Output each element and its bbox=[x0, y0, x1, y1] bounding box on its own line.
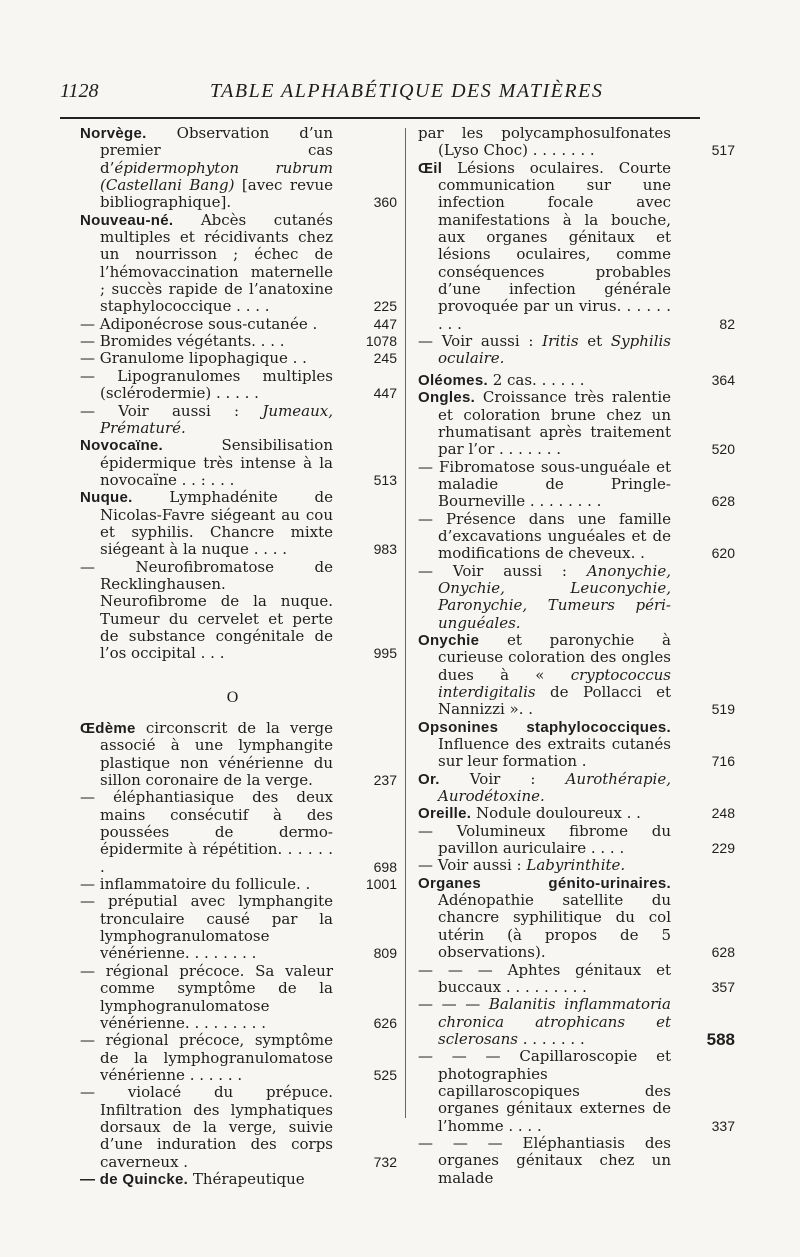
index-entry: — de Quincke. Thérapeutique bbox=[80, 1169, 305, 1188]
index-entry: Opsonines staphylococciques. Influence des extraits cutanés sur leur formation . 716 bbox=[418, 718, 735, 771]
right-column bbox=[418, 124, 735, 1187]
running-title: TABLE ALPHABÉTIQUE DES MATIÈRES bbox=[210, 80, 604, 102]
index-entry: — — — Balanitis inflammatoria chronica atrophicans et sclerosans . . . . . . . 588 bbox=[418, 995, 735, 1049]
index-entry: — inflammatoire du follicule. . 1001 bbox=[80, 875, 397, 894]
page-ref: 620 bbox=[711, 545, 735, 562]
page-ref: 698 bbox=[373, 858, 397, 875]
page-ref: 995 bbox=[373, 645, 397, 662]
page-ref: 513 bbox=[373, 471, 397, 488]
page-ref: 519 bbox=[711, 701, 735, 718]
left-column bbox=[80, 124, 397, 1188]
page-ref: 628 bbox=[711, 493, 735, 510]
index-entry: — Adiponécrose sous-cutanée . 447 bbox=[80, 314, 397, 333]
index-entry: Œdème circonscrit de la verge associé à une lymphangite plastique non vénérienne du sillon coronaire de la verge. 237 bbox=[80, 719, 397, 790]
index-entry: Œil Lésions oculaires. Courte communication sur une infection focale avec manifestations à la bouche, aux organes génitaux et lésions oculaires, comme conséquences probables d’une infection générale provoquée par un virus. . . . . . . . . 82 bbox=[418, 158, 735, 333]
column-divider bbox=[405, 128, 406, 1118]
page-ref: 588 bbox=[706, 1029, 735, 1049]
page-ref: 525 bbox=[373, 1066, 397, 1083]
page-ref: 229 bbox=[711, 840, 735, 857]
index-entry: — Fibromatose sous-unguéale et maladie de Pringle-Bourneville . . . . . . . . 628 bbox=[418, 457, 735, 511]
index-entry: Norvège. Observation d’un premier cas d’épidermophyton rubrum (Castellani Bang) [avec revue bibliographique]. 360 bbox=[80, 124, 397, 212]
index-entry: — Voir aussi : Labyrinthite. bbox=[418, 856, 626, 875]
page-ref: 245 bbox=[373, 350, 397, 367]
page-ref: 517 bbox=[711, 142, 735, 159]
index-entry: — Présence dans une famille d’excavations unguéales et de modifications de cheveux. . 620 bbox=[418, 509, 735, 563]
page-ref: 237 bbox=[373, 772, 397, 789]
page-ref: 626 bbox=[373, 1014, 397, 1031]
section-letter: O bbox=[226, 688, 239, 706]
index-entry: Nuque. Lymphadénite de Nicolas-Favre siégeant au cou et syphilis. Chancre mixte siégeant à la nuque . . . . 983 bbox=[80, 488, 397, 559]
page-ref: 82 bbox=[719, 315, 735, 332]
index-entry: — préputial avec lymphangite tronculaire causé par la lymphogranulomatose vénérienne. . . . . . . . 809 bbox=[80, 892, 397, 963]
page-ref: 447 bbox=[373, 385, 397, 402]
index-entry: — — — Capillaroscopie et photographies capillaroscopiques des organes génitaux externes de l’homme . . . . 337 bbox=[418, 1047, 735, 1135]
page-ref: 809 bbox=[373, 945, 397, 962]
index-entry: — violacé du prépuce. Infiltration des lymphatiques dorsaux de la verge, suivie d’une induration des corps caverneux . 732 bbox=[80, 1083, 397, 1171]
index-entry: — Lipogranulomes multiples (sclérodermie) . . . . . 447 bbox=[80, 366, 397, 403]
page-ref: 983 bbox=[373, 541, 397, 558]
index-entry: — éléphantiasique des deux mains consécutif à des poussées de dermo-épidermite à répétition. . . . . . . 698 bbox=[80, 788, 397, 876]
page-ref: 447 bbox=[373, 315, 397, 332]
page-ref: 360 bbox=[373, 194, 397, 211]
page-ref: 520 bbox=[711, 441, 735, 458]
index-entry: — Bromides végétants. . . . 1078 bbox=[80, 332, 397, 351]
page-ref: 364 bbox=[711, 371, 735, 388]
index-entry: — régional précoce. Sa valeur comme symptôme de la lymphogranulomatose vénérienne. . . . . . . . . 626 bbox=[80, 961, 397, 1032]
index-entry: — Volumineux fibrome du pavillon auriculaire . . . . 229 bbox=[418, 821, 735, 858]
index-entry: — Voir aussi : Iritis et Syphilis oculaire. bbox=[418, 332, 671, 368]
index-entry: Novocaïne. Sensibilisation épidermique très intense à la novocaïne . . : . . . 513 bbox=[80, 436, 397, 489]
index-entry: — régional précoce, symptôme de la lymphogranulomatose vénérienne . . . . . . 525 bbox=[80, 1031, 397, 1084]
index-entry: — — — Aphtes génitaux et buccaux . . . . . . . . . 357 bbox=[418, 960, 735, 996]
index-entry: — Granulome lipophagique . . 245 bbox=[80, 349, 397, 368]
page-ref: 1001 bbox=[365, 876, 397, 893]
index-entry: Onychie et paronychie à curieuse coloration des ongles dues à « cryptococcus interdigitalis de Pollacci et Nannizzi ». . 519 bbox=[418, 630, 735, 719]
page-ref: 357 bbox=[711, 978, 735, 995]
page-ref: 732 bbox=[373, 1153, 397, 1170]
index-entry: — Voir aussi : Anonychie, Onychie, Leuconychie, Paronychie, Tumeurs péri-unguéales. bbox=[418, 561, 671, 632]
index-entry: — Neurofibromatose de Recklinghausen. Neurofibrome de la nuque. Tumeur du cervelet et perte de substance congénitale de l’os occipital . . . 995 bbox=[80, 557, 397, 663]
page-ref: 225 bbox=[373, 298, 397, 315]
index-entry: — Voir aussi : Jumeaux, Prématuré. bbox=[80, 401, 333, 437]
page-ref: 248 bbox=[711, 805, 735, 822]
index-entry: Organes génito-urinaires. Adénopathie satellite du chancre syphilitique du col utérin (à propos de 5 observations). 628 bbox=[418, 874, 735, 962]
index-entry: Or. Voir : Aurothérapie, Aurodétoxine. bbox=[418, 769, 671, 806]
index-entry: par les polycamphosulfonates (Lyso Choc) . . . . . . . 517 bbox=[418, 124, 735, 160]
index-entry: Nouveau-né. Abcès cutanés multiples et récidivants chez un nourrisson ; échec de l’hémovaccination maternelle ; succès rapide de l’anatoxine staphylococcique . . . . 225 bbox=[80, 210, 397, 316]
index-entry: Oreille. Nodule douloureux . . 248 bbox=[418, 804, 735, 823]
header-rule bbox=[60, 117, 700, 119]
page-ref: 716 bbox=[711, 753, 735, 770]
page-ref: 1078 bbox=[365, 333, 397, 350]
index-entry: Ongles. Croissance très ralentie et coloration brune chez un rhumatisant après traitement par l’or . . . . . . . 520 bbox=[418, 388, 735, 459]
index-entry: — — — Eléphantiasis des organes génitaux chez un malade bbox=[418, 1133, 671, 1187]
page-ref: 337 bbox=[711, 1117, 735, 1134]
page-header bbox=[60, 80, 700, 114]
page-number: 1128 bbox=[60, 80, 99, 102]
page-ref: 628 bbox=[711, 944, 735, 961]
index-entry: Oléomes. 2 cas. . . . . . 364 bbox=[418, 370, 735, 389]
